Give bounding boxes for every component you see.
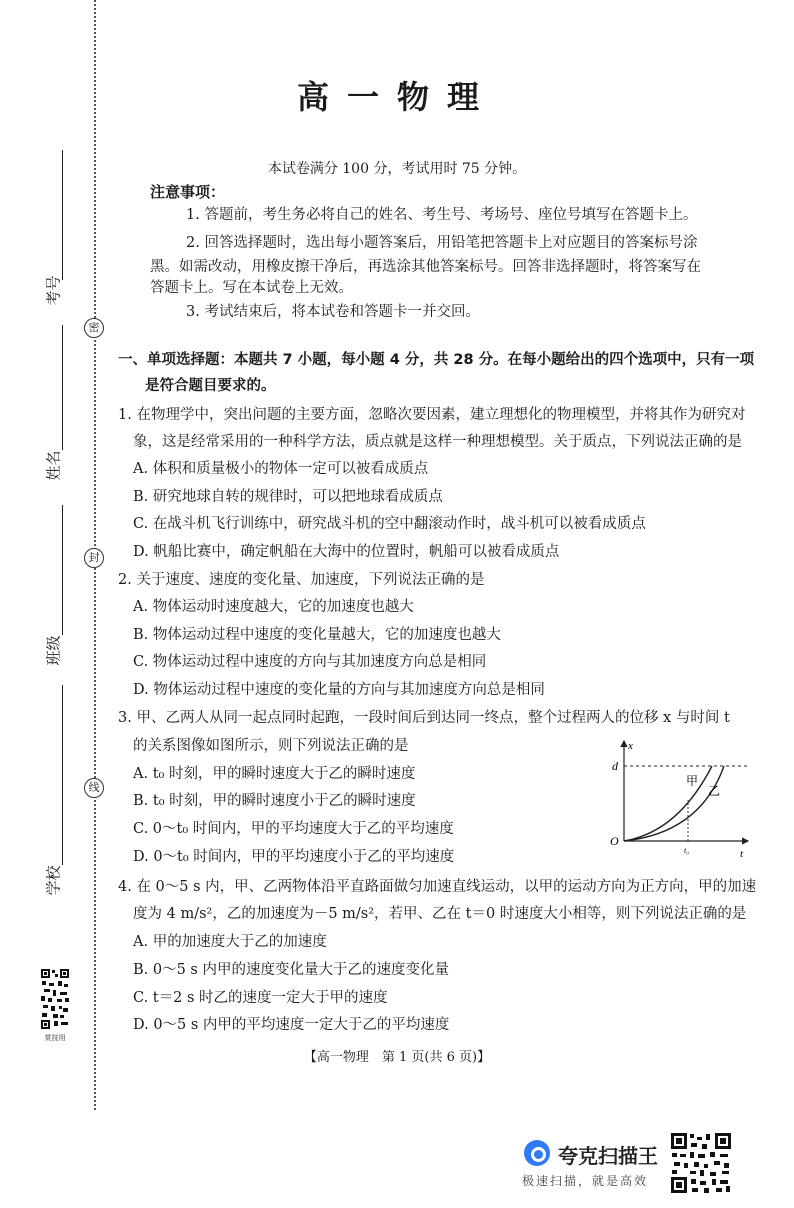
question-1-stem: 1. 在物理学中，突出问题的主要方面，忽略次要因素，建立理想化的物理模型，并将其作为研究对 xyxy=(118,407,746,423)
scanner-slogan: 极速扫描，就是高效 xyxy=(522,1174,649,1188)
question-4-stem-cont: 度为 4 m/s²，乙的加速度为－5 m/s²，若甲、乙在 t＝0 时速度大小相等，则下列说法正确的是 xyxy=(133,906,747,922)
origin-label: O xyxy=(610,834,619,848)
margin-qr-code-icon xyxy=(40,968,70,1030)
class-line xyxy=(62,505,63,635)
scanner-watermark xyxy=(522,1138,672,1194)
y-axis-label: x xyxy=(628,740,633,752)
notice-heading: 注意事项： xyxy=(150,183,226,201)
scanner-logo-icon xyxy=(524,1140,550,1166)
question-1-stem-cont: 象，这是经常采用的一种科学方法，质点就是这样一种理想模型。关于质点，下列说法正确的是 xyxy=(133,434,742,450)
name-label: 姓名 xyxy=(44,450,63,481)
question-3-option-a: A. t₀ 时刻，甲的瞬时速度大于乙的瞬时速度 xyxy=(133,766,416,782)
notice-line: 3. 考试结束后，将本试卷和答题卡一并交回。 xyxy=(186,304,480,320)
question-2-option-c: C. 物体运动过程中速度的方向与其加速度方向总是相同 xyxy=(133,654,487,670)
section-heading-cont: 是符合题目要求的。 xyxy=(145,378,276,394)
question-4-option-d: D. 0～5 s 内甲的平均速度一定大于乙的平均速度 xyxy=(133,1017,450,1033)
seal-char-feng: 封 xyxy=(84,548,104,568)
exam-number-label: 考号 xyxy=(44,275,63,306)
question-3-stem: 3. 甲、乙两人从同一起点同时起跑，一段时间后到达同一终点，整个过程两人的位移 x 与时间 t xyxy=(118,710,730,726)
margin-qr-caption: 赏技用 xyxy=(44,1034,66,1042)
question-4-option-a: A. 甲的加速度大于乙的加速度 xyxy=(133,934,327,950)
question-3-option-b: B. t₀ 时刻，甲的瞬时速度小于乙的瞬时速度 xyxy=(133,793,416,809)
question-3-option-d: D. 0～t₀ 时间内，甲的平均速度小于乙的平均速度 xyxy=(133,849,455,865)
school-line xyxy=(62,685,63,865)
section-heading: 一、单项选择题：本题共 7 小题，每小题 4 分，共 28 分。在每小题给出的四个选项中，只有一项 xyxy=(118,352,755,368)
page-title: 高一物理 xyxy=(296,78,497,116)
seal-char-mi: 密 xyxy=(84,318,104,338)
curve-jia-label: 甲 xyxy=(686,774,699,788)
notice-line: 黑。如需改动，用橡皮擦干净后，再选涂其他答案标号。回答非选择题时，将答案写在 xyxy=(150,259,701,275)
curve-yi xyxy=(624,766,724,841)
class-label: 班级 xyxy=(44,635,63,666)
t0-label: t₀ xyxy=(684,846,690,855)
question-1-option-a: A. 体积和质量极小的物体一定可以被看成质点 xyxy=(133,461,429,477)
d-label: d xyxy=(612,759,618,773)
xt-graph-figure xyxy=(600,735,760,860)
notice-line: 2. 回答选择题时，选出每小题答案后，用铅笔把答题卡上对应题目的答案标号涂 xyxy=(186,235,698,251)
question-2-stem: 2. 关于速度、速度的变化量、加速度，下列说法正确的是 xyxy=(118,572,485,588)
question-1-option-c: C. 在战斗机飞行训练中，研究战斗机的空中翻滚动作时，战斗机可以被看成质点 xyxy=(133,516,646,532)
question-4-stem: 4. 在 0～5 s 内，甲、乙两物体沿平直路面做匀加速直线运动，以甲的运动方向为正方向，甲的加速 xyxy=(118,879,757,895)
scanner-brand-name: 夸克扫描王 xyxy=(558,1144,658,1168)
school-label: 学校 xyxy=(44,865,63,896)
question-2-option-b: B. 物体运动过程中速度的变化量越大，它的加速度也越大 xyxy=(133,627,501,643)
name-line xyxy=(62,325,63,450)
x-axis-label: t xyxy=(740,848,744,860)
notice-line: 1. 答题前，考生务必将自己的姓名、考生号、考场号、座位号填写在答题卡上。 xyxy=(186,207,698,223)
question-4-option-c: C. t＝2 s 时乙的速度一定大于甲的速度 xyxy=(133,990,388,1006)
seal-char-xian: 线 xyxy=(84,778,104,798)
scanner-qr-code-icon xyxy=(670,1132,732,1194)
question-4-option-b: B. 0～5 s 内甲的速度变化量大于乙的速度变化量 xyxy=(133,962,449,978)
curve-yi-label: 乙 xyxy=(708,784,721,798)
question-1-option-b: B. 研究地球自转的规律时，可以把地球看成质点 xyxy=(133,489,443,505)
notice-line: 答题卡上。写在本试卷上无效。 xyxy=(150,280,353,296)
question-2-option-a: A. 物体运动时速度越大，它的加速度也越大 xyxy=(133,599,414,615)
question-2-option-d: D. 物体运动过程中速度的变化量的方向与其加速度方向总是相同 xyxy=(133,682,545,698)
question-1-option-d: D. 帆船比赛中，确定帆船在大海中的位置时，帆船可以被看成质点 xyxy=(133,544,560,560)
page-footer: 【高一物理 第 1 页(共 6 页)】 xyxy=(303,1050,491,1065)
question-3-option-c: C. 0～t₀ 时间内，甲的平均速度大于乙的平均速度 xyxy=(133,821,454,837)
question-3-stem-cont: 的关系图像如图所示，则下列说法正确的是 xyxy=(133,738,409,754)
exam-info: 本试卷满分 100 分，考试用时 75 分钟。 xyxy=(267,161,527,177)
